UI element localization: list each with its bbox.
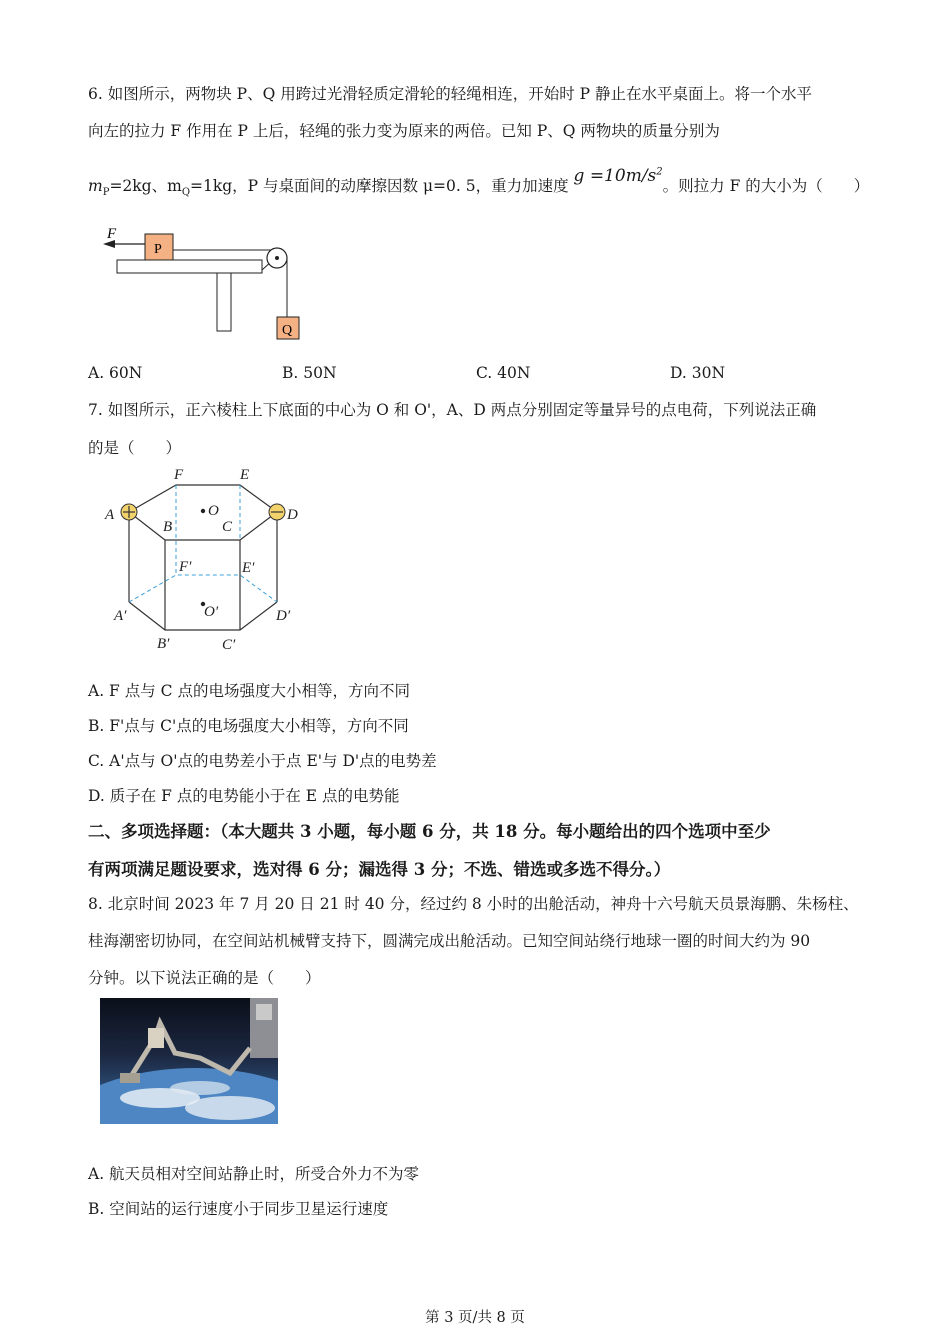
table-leg bbox=[217, 273, 231, 331]
table-top bbox=[117, 260, 262, 273]
q7-option-a: A. F 点与 C 点的电场强度大小相等，方向不同 bbox=[88, 682, 410, 700]
q6-option-d: D. 30N bbox=[670, 364, 726, 382]
q6-option-a: A. 60N bbox=[88, 364, 143, 382]
label-o: O bbox=[208, 503, 219, 519]
q6-line-3-part-d: 。则拉力 F 的大小为（ ） bbox=[662, 177, 870, 195]
q6-line-3 bbox=[88, 166, 870, 199]
center-o bbox=[201, 509, 205, 513]
q7-option-d: D. 质子在 F 点的电势能小于在 E 点的电势能 bbox=[88, 787, 400, 805]
q6-option-b: B. 50N bbox=[282, 364, 337, 382]
hexagonal-prism-diagram bbox=[100, 462, 320, 657]
label-b: B bbox=[163, 519, 173, 535]
page-footer: 第 3 页/共 8 页 bbox=[425, 1310, 525, 1326]
label-a-prime: A′ bbox=[114, 608, 127, 624]
q6-line-2: 向左的拉力 F 作用在 P 上后，轻绳的张力变为原来的两倍。已知 P、Q 两物块的质量分别为 bbox=[88, 122, 720, 140]
cloud-3 bbox=[170, 1081, 230, 1095]
label-d-prime: D′ bbox=[276, 608, 291, 624]
label-e: E bbox=[240, 467, 250, 483]
label-f: F bbox=[174, 467, 184, 483]
space-station-photo bbox=[100, 998, 278, 1124]
label-a: A bbox=[105, 507, 115, 523]
q8-line-3: 分钟。以下说法正确的是（ ） bbox=[88, 969, 321, 987]
q6-line-3-part-c: =1kg，P 与桌面间的动摩擦因数 μ=0. 5，重力加速度 bbox=[190, 177, 574, 195]
pulley-diagram bbox=[95, 222, 315, 347]
label-e-prime: E′ bbox=[242, 560, 255, 576]
label-o-prime: O′ bbox=[204, 604, 219, 620]
pulley-axle bbox=[275, 256, 279, 260]
force-label: F bbox=[107, 226, 117, 242]
q8-option-a: A. 航天员相对空间站静止时，所受合外力不为零 bbox=[88, 1165, 420, 1183]
subscript-p: P bbox=[102, 187, 110, 199]
block-q-label: Q bbox=[282, 323, 293, 338]
bottom-hidden-edges bbox=[129, 575, 277, 602]
q7-option-b: B. F'点与 C'点的电场强度大小相等，方向不同 bbox=[88, 717, 409, 735]
q7-line-2: 的是（ ） bbox=[88, 439, 182, 457]
bottom-front-edges bbox=[129, 602, 277, 630]
q8-option-b: B. 空间站的运行速度小于同步卫星运行速度 bbox=[88, 1200, 389, 1218]
block-p-label: P bbox=[154, 242, 162, 257]
arm-end bbox=[120, 1073, 140, 1083]
mass-symbol: m bbox=[88, 177, 103, 195]
q7-line-1: 7. 如图所示，正六棱柱上下底面的中心为 O 和 O'，A、D 两点分别固定等量异号的点电荷，下列说法正确 bbox=[88, 401, 817, 419]
label-b-prime: B′ bbox=[157, 636, 170, 652]
section-2-heading-line-2: 有两项满足题设要求，选对得 6 分；漏选得 3 分；不选、错选或多选不得分。） bbox=[88, 860, 671, 879]
section-2-heading-line-1: 二、多项选择题：（本大题共 3 小题，每小题 6 分，共 18 分。每小题给出的四个选项中至少 bbox=[88, 822, 771, 841]
subscript-q: Q bbox=[181, 187, 191, 199]
q6-line-3-part-b: =2kg、m bbox=[109, 177, 182, 195]
label-d: D bbox=[287, 507, 298, 523]
gravity-formula bbox=[574, 166, 663, 186]
arm-joint bbox=[148, 1028, 164, 1048]
label-c: C bbox=[222, 519, 233, 535]
label-c-prime: C′ bbox=[222, 637, 236, 653]
q8-line-1: 8. 北京时间 2023 年 7 月 20 日 21 时 40 分，经过约 8 小时的出舱活动，神舟十六号航天员景海鹏、朱杨柱、 bbox=[88, 895, 859, 913]
q6-line-1: 6. 如图所示，两物块 P、Q 用跨过光滑轻质定滑轮的轻绳相连，开始时 P 静止在水平桌面上。将一个水平 bbox=[88, 85, 812, 103]
cloud-2 bbox=[185, 1096, 275, 1120]
label-f-prime: F′ bbox=[179, 559, 192, 575]
gravity-exponent: 2 bbox=[656, 166, 663, 178]
gravity-value: g =10m/s bbox=[573, 166, 657, 186]
q8-line-2: 桂海潮密切协同，在空间站机械臂支持下，圆满完成出舱活动。已知空间站绕行地球一圈的时间大约为 90 bbox=[88, 932, 811, 950]
q6-option-c: C. 40N bbox=[476, 364, 531, 382]
q7-option-c: C. A'点与 O'点的电势差小于点 E'与 D'点的电势差 bbox=[88, 752, 437, 770]
station-hatch bbox=[256, 1004, 272, 1020]
